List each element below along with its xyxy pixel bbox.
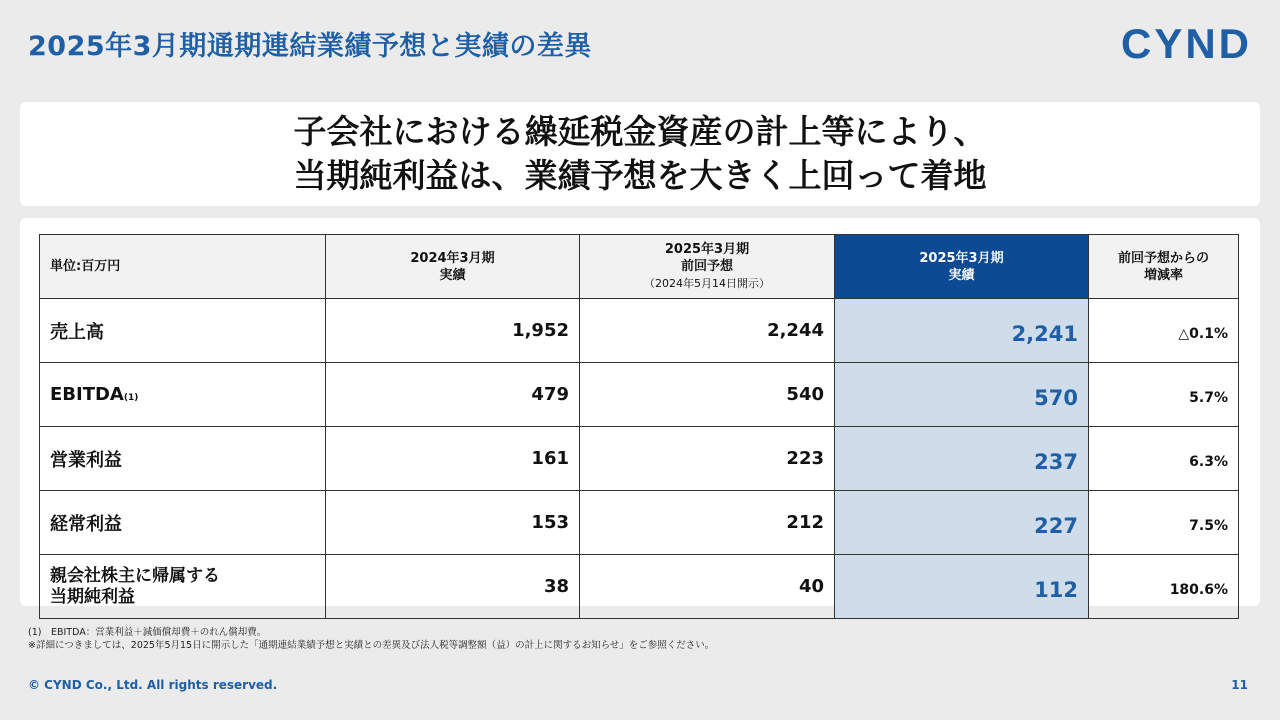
forecast-value: 2,244 xyxy=(580,299,835,363)
row-label xyxy=(40,555,326,619)
prev-actual-value: 38 xyxy=(326,555,580,619)
col-header-line2: 前回予想 xyxy=(680,259,733,274)
table-row xyxy=(40,555,1239,619)
actual-value: 227 xyxy=(835,491,1089,555)
actual-value: 2,241 xyxy=(835,299,1089,363)
col-header-line2: 増減率 xyxy=(1143,267,1183,283)
forecast-value: 212 xyxy=(580,491,835,555)
change-rate-value: 180.6% xyxy=(1089,555,1239,619)
row-label: 売上高 xyxy=(40,299,326,363)
forecast-value: 540 xyxy=(580,363,835,427)
col-header-line2: 実績 xyxy=(948,267,975,283)
actual-value: 570 xyxy=(835,363,1089,427)
row-label-line1: 親会社株主に帰属する xyxy=(50,565,220,586)
headline-line-1: 子会社における繰延税金資産の計上等により、 xyxy=(293,112,987,151)
change-rate-value: △0.1% xyxy=(1089,299,1239,363)
col-header-line1: 2024年3月期 xyxy=(410,250,495,266)
col-header-forecast xyxy=(580,235,835,299)
col-header-actual xyxy=(835,235,1089,299)
cynd-logo: CYND xyxy=(1120,20,1252,67)
change-rate-value: 7.5% xyxy=(1089,491,1239,555)
table-row xyxy=(40,491,1239,555)
table-row xyxy=(40,363,1239,427)
copyright: © CYND Co., Ltd. All rights reserved. xyxy=(28,678,278,692)
col-header-line2: 実績 xyxy=(439,267,466,283)
page-number: 11 xyxy=(1231,678,1248,692)
col-header-prev-actual xyxy=(326,235,580,299)
table-header-row xyxy=(40,235,1239,299)
row-label: 営業利益 xyxy=(40,427,326,491)
headline-line-2: 当期純利益は、業績予想を大きく上回って着地 xyxy=(293,156,987,195)
forecast-value: 223 xyxy=(580,427,835,491)
prev-actual-value: 153 xyxy=(326,491,580,555)
footnotes xyxy=(28,626,714,652)
results-table xyxy=(39,234,1239,619)
row-label-line2: 当期純利益 xyxy=(50,586,135,607)
row-label xyxy=(40,363,326,427)
headline-box xyxy=(20,102,1260,206)
row-label-text: EBITDA xyxy=(50,384,124,405)
table-panel xyxy=(20,218,1260,606)
col-header-line1: 2025年3月期 xyxy=(919,250,1004,266)
change-rate-value: 6.3% xyxy=(1089,427,1239,491)
col-header-line1: 前回予想からの xyxy=(1117,250,1209,266)
table-row xyxy=(40,427,1239,491)
actual-value: 112 xyxy=(835,555,1089,619)
prev-actual-value: 161 xyxy=(326,427,580,491)
footnote-1: (1) EBITDA：営業利益＋減価償却費＋のれん償却費。 xyxy=(28,627,267,638)
table-row xyxy=(40,299,1239,363)
col-header-line1: 2025年3月期 xyxy=(664,242,750,257)
col-header-note: （2024年5月14日開示） xyxy=(644,277,770,290)
unit-label: 単位:百万円 xyxy=(40,235,326,299)
forecast-value: 40 xyxy=(580,555,835,619)
footnote-marker: (1) xyxy=(123,393,139,403)
prev-actual-value: 479 xyxy=(326,363,580,427)
page-title: 2025年3月期通期連結業績予想と実績の差異 xyxy=(28,31,592,62)
change-rate-value: 5.7% xyxy=(1089,363,1239,427)
row-label: 経常利益 xyxy=(40,491,326,555)
col-header-change-rate xyxy=(1089,235,1239,299)
prev-actual-value: 1,952 xyxy=(326,299,580,363)
actual-value: 237 xyxy=(835,427,1089,491)
footnote-2: ※詳細につきましては、2025年5月15日に開示した「通期連結業績予想と実績との差異及び法人税等調整額（益）の計上に関するお知らせ」をご参照ください。 xyxy=(28,640,715,651)
